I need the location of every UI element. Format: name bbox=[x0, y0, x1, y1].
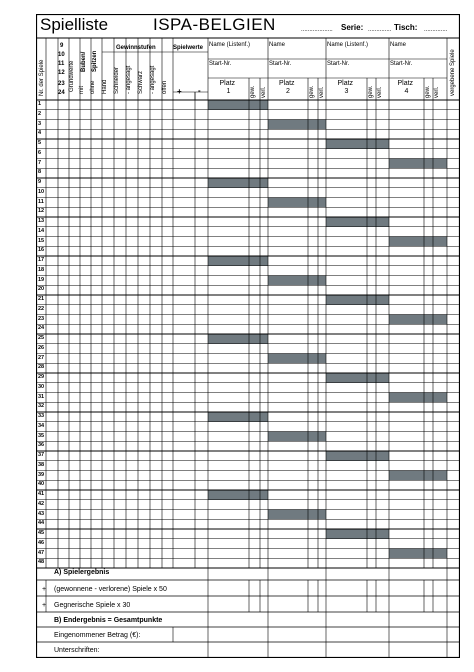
mit-header: mit bbox=[79, 86, 85, 94]
row-number: 4 bbox=[38, 130, 42, 137]
player-1-gew-header: gew. bbox=[250, 85, 256, 98]
shade-cell-row-31 bbox=[389, 393, 447, 403]
vergebene-spiele-header: vergebene Spiele bbox=[450, 49, 456, 96]
shade-cell-row-21 bbox=[326, 295, 389, 305]
player-3-start-nr-label[interactable]: Start-Nr. bbox=[327, 61, 350, 67]
plus-sign-1: + bbox=[42, 586, 47, 593]
player-2-name-label[interactable]: Name bbox=[269, 42, 286, 48]
row-number: 14 bbox=[38, 227, 45, 234]
row-number: 8 bbox=[38, 169, 42, 176]
row-number: 25 bbox=[38, 335, 45, 341]
plus-header: + bbox=[177, 87, 182, 96]
grundwert-9: 9 bbox=[60, 43, 64, 49]
eingenommener-betrag-label: Eingenommener Betrag (€): bbox=[54, 632, 141, 639]
row-number: 34 bbox=[38, 422, 45, 429]
tisch-field[interactable]: .............. bbox=[424, 27, 448, 33]
player-3-platz-label: Platz bbox=[337, 80, 354, 87]
grundwert-11: 11 bbox=[58, 61, 65, 67]
buben-header: Buben/ bbox=[81, 51, 87, 72]
player-3-name-label[interactable]: Name (Listenf.) bbox=[327, 42, 369, 48]
row-number: 29 bbox=[38, 374, 45, 380]
row-number: 1 bbox=[38, 101, 42, 107]
row-number: 28 bbox=[38, 364, 45, 371]
shade-cell-row-11 bbox=[268, 198, 326, 208]
player-1-platz-label: Platz bbox=[219, 80, 236, 87]
row-number: 3 bbox=[38, 120, 42, 127]
stufe-schneider-angesagt: - angesagt bbox=[126, 65, 132, 94]
grundwert-23: 23 bbox=[58, 81, 65, 87]
row-number: 40 bbox=[38, 481, 45, 488]
row-number: 41 bbox=[38, 491, 45, 497]
player-2-start-nr-label[interactable]: Start-Nr. bbox=[269, 61, 292, 67]
player-4-gew-header: gew. bbox=[425, 85, 431, 98]
player-3-gew-header: gew. bbox=[368, 85, 374, 98]
row-number: 43 bbox=[38, 510, 45, 517]
gewinnstufen-header: Gewinnstufen bbox=[116, 45, 156, 51]
serie-field[interactable]: .............. bbox=[368, 27, 392, 33]
player-2-platz-number: 2 bbox=[286, 88, 290, 95]
player-1-name-label[interactable]: Name (Listenf.) bbox=[209, 42, 251, 48]
shade-cell-row-27 bbox=[268, 354, 326, 364]
stufe-offen: offen bbox=[162, 80, 168, 94]
player-3-verl-header: verl. bbox=[377, 86, 383, 98]
player-4-verl-header: verl. bbox=[434, 86, 440, 98]
row-number: 33 bbox=[38, 413, 45, 419]
grundwerte-header: Grundwerte bbox=[69, 60, 75, 92]
row-number: 36 bbox=[38, 442, 45, 449]
player-2-verl-header: verl. bbox=[319, 86, 325, 98]
row-number: 9 bbox=[38, 179, 42, 185]
row-number: 26 bbox=[38, 344, 45, 351]
row-number: 13 bbox=[38, 218, 45, 224]
minus-header: - bbox=[198, 86, 201, 95]
shade-cell-row-15 bbox=[389, 237, 447, 247]
row-number: 12 bbox=[38, 208, 45, 215]
shade-cell-row-9 bbox=[208, 178, 268, 188]
shade-cell-row-7 bbox=[389, 159, 447, 169]
gewonnene-verlorene-line: (gewonnene - verlorene) Spiele x 50 bbox=[54, 586, 167, 593]
shade-cell-row-33 bbox=[208, 412, 268, 422]
row-number: 45 bbox=[38, 530, 45, 536]
grundwert-10: 10 bbox=[58, 52, 65, 58]
spitzen-header: Spitzen bbox=[92, 50, 98, 72]
row-number: 22 bbox=[38, 305, 45, 312]
row-number: 47 bbox=[38, 549, 45, 556]
score-sheet bbox=[36, 14, 460, 658]
shade-cell-row-17 bbox=[208, 256, 268, 266]
shade-cell-row-13 bbox=[326, 217, 389, 227]
row-number: 10 bbox=[38, 188, 45, 195]
row-number: 24 bbox=[38, 325, 45, 332]
row-number: 19 bbox=[38, 276, 45, 283]
row-number: 16 bbox=[38, 247, 45, 254]
row-number: 7 bbox=[38, 159, 42, 166]
row-number: 39 bbox=[38, 471, 45, 478]
shade-cell-row-25 bbox=[208, 334, 268, 344]
row-number: 15 bbox=[38, 237, 45, 244]
stufe-schneider: Schneider bbox=[114, 66, 120, 94]
row-number: 48 bbox=[38, 559, 45, 566]
player-4-platz-label: Platz bbox=[397, 80, 414, 87]
endergebnis-label: B) Endergebnis = Gesamtpunkte bbox=[54, 617, 163, 624]
player-4-name-label[interactable]: Name bbox=[390, 42, 407, 48]
leading-dots: ................... bbox=[301, 27, 333, 33]
player-1-start-nr-label[interactable]: Start-Nr. bbox=[209, 61, 232, 67]
stufe-schwarz-angesagt: - angesagt bbox=[150, 65, 156, 94]
row-number: 46 bbox=[38, 539, 45, 546]
row-number: 5 bbox=[38, 140, 42, 146]
shade-cell-row-29 bbox=[326, 373, 389, 383]
sheet-subtitle: ISPA-BELGIEN bbox=[153, 15, 276, 34]
shade-cell-row-35 bbox=[268, 432, 326, 442]
row-number: 35 bbox=[38, 432, 45, 439]
unterschriften-label: Unterschriften: bbox=[54, 647, 100, 654]
tisch-label: Tisch: bbox=[394, 23, 418, 32]
plus-sign-2: + bbox=[42, 602, 47, 609]
shade-cell-row-47 bbox=[389, 549, 447, 559]
row-number: 21 bbox=[38, 296, 45, 302]
sheet-grid bbox=[36, 14, 460, 658]
shade-cell-row-41 bbox=[208, 490, 268, 500]
shade-cell-row-37 bbox=[326, 451, 389, 461]
row-number: 2 bbox=[38, 110, 42, 117]
spielergebnis-label: A) Spielergebnis bbox=[54, 569, 110, 576]
player-1-verl-header: verl. bbox=[261, 86, 267, 98]
row-number: 37 bbox=[38, 452, 45, 458]
row-number: 11 bbox=[38, 198, 44, 205]
stufe-hand: Hand bbox=[102, 79, 108, 94]
row-number: 18 bbox=[38, 266, 45, 273]
shade-cell-row-19 bbox=[268, 276, 326, 286]
row-number: 23 bbox=[38, 315, 45, 322]
player-2-gew-header: gew. bbox=[309, 85, 315, 98]
row-number: 20 bbox=[38, 286, 45, 293]
row-number: 44 bbox=[38, 520, 45, 527]
grundwert-24: 24 bbox=[58, 90, 65, 96]
row-number: 31 bbox=[38, 393, 45, 400]
spielwerte-header: Spielwerte bbox=[173, 45, 204, 51]
shade-cell-row-43 bbox=[268, 510, 326, 520]
row-number: 17 bbox=[38, 257, 45, 263]
shade-cell-row-39 bbox=[389, 471, 447, 481]
player-4-platz-number: 4 bbox=[404, 88, 409, 95]
shade-cell-row-3 bbox=[268, 120, 326, 130]
row-number: 30 bbox=[38, 383, 45, 390]
row-number: 32 bbox=[38, 403, 45, 410]
grundwert-12: 12 bbox=[58, 70, 65, 76]
nr-der-spiele-header: Nr. der Spiele bbox=[39, 59, 45, 96]
player-4-start-nr-label[interactable]: Start-Nr. bbox=[390, 61, 413, 67]
sheet-title: Spielliste bbox=[40, 15, 109, 34]
shade-cell-row-45 bbox=[326, 529, 389, 539]
row-number: 42 bbox=[38, 500, 45, 507]
shade-cell-row-5 bbox=[326, 139, 389, 149]
stufe-schwarz: Schwarz bbox=[138, 70, 144, 94]
player-2-platz-label: Platz bbox=[279, 80, 295, 87]
row-number: 27 bbox=[38, 354, 45, 361]
player-3-platz-number: 3 bbox=[344, 88, 349, 95]
shade-cell-row-1 bbox=[208, 100, 268, 110]
player-1-platz-number: 1 bbox=[226, 88, 231, 95]
gegnerische-spiele-line: Gegnerische Spiele x 30 bbox=[54, 602, 131, 609]
row-number: 6 bbox=[38, 149, 42, 156]
serie-label: Serie: bbox=[341, 23, 364, 32]
shade-cell-row-23 bbox=[389, 315, 447, 325]
row-number: 38 bbox=[38, 461, 45, 468]
ohne-header: ohne bbox=[90, 80, 96, 94]
